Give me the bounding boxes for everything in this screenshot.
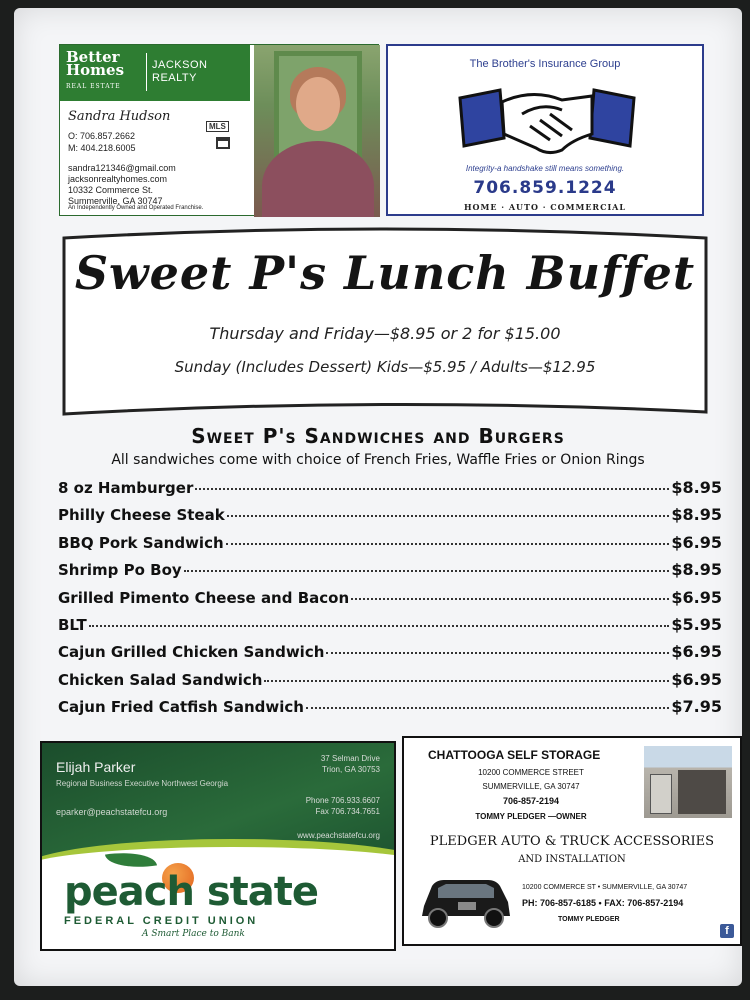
menu-leader bbox=[351, 598, 669, 600]
menu-item-name: Cajun Fried Catfish Sandwich bbox=[58, 698, 304, 717]
menu-item bbox=[58, 560, 722, 587]
realtor-brand-bar bbox=[60, 45, 250, 101]
peach-state-ad bbox=[40, 741, 396, 951]
menu-leader bbox=[226, 543, 670, 545]
peach-phone: Phone 706.933.6607 bbox=[305, 796, 380, 805]
insurance-title: The Brother's Insurance Group bbox=[469, 58, 621, 70]
menu-item-price: $5.95 bbox=[671, 614, 722, 634]
storage-door bbox=[650, 774, 672, 814]
peach-contact-title: Regional Business Executive Northwest Georgia bbox=[56, 779, 229, 788]
peach-address-line1: 37 Selman Drive bbox=[320, 754, 380, 763]
menu-item bbox=[58, 670, 722, 697]
menu-sheet bbox=[14, 8, 742, 986]
menu-item-name: 8 oz Hamburger bbox=[58, 479, 194, 497]
menu-item-price: $6.95 bbox=[671, 642, 722, 662]
agent-name: Sandra Hudson bbox=[68, 109, 171, 124]
menu-item bbox=[58, 505, 722, 532]
menu-item-price: $6.95 bbox=[671, 587, 722, 607]
menu-item bbox=[58, 588, 722, 615]
menu-item-price: $7.95 bbox=[671, 697, 722, 717]
suv-icon bbox=[418, 872, 514, 930]
brand-line1: Better bbox=[66, 48, 120, 66]
pledger-name: TOMMY PLEDGER bbox=[558, 916, 620, 923]
handshake-icon bbox=[452, 80, 642, 160]
menu-item-name: Philly Cheese Steak bbox=[58, 506, 225, 525]
photo-face bbox=[296, 77, 340, 131]
insurance-tagline: Integrity-a handshake still means something. bbox=[465, 164, 625, 173]
insurance-phone: 706.859.1224 bbox=[473, 178, 617, 198]
menu-leader bbox=[264, 680, 669, 682]
peach-address bbox=[321, 753, 380, 775]
peach-slogan: A Smart Place to Bank bbox=[142, 929, 245, 939]
menu-leader bbox=[306, 707, 669, 709]
peach-state-logo: peach state bbox=[64, 869, 319, 915]
brand-sub: REAL ESTATE bbox=[66, 83, 121, 90]
peach-website: www.peachstatefcu.org bbox=[297, 831, 380, 840]
menu-leader bbox=[227, 515, 670, 517]
franchise-note: An Independently Owned and Operated Franchise. bbox=[68, 205, 204, 211]
storage-building-photo bbox=[644, 746, 732, 818]
storage-phone: 706-857-2194 bbox=[502, 796, 560, 806]
menu-item-price: $6.95 bbox=[671, 669, 722, 689]
buffet-banner bbox=[60, 226, 710, 422]
menu-leader bbox=[195, 488, 669, 490]
storage-city: SUMMERVILLE, GA 30747 bbox=[482, 782, 580, 791]
peach-phones bbox=[306, 795, 380, 817]
facebook-icon[interactable]: f bbox=[720, 924, 734, 938]
agent-office-phone: O: 706.857.2662 bbox=[68, 131, 136, 141]
agent-website: jacksonrealtyhomes.com bbox=[68, 174, 168, 184]
buffet-title: Sweet P's Lunch Buffet bbox=[74, 246, 696, 300]
storage-title: CHATTOOGA SELF STORAGE bbox=[428, 748, 601, 762]
insurance-lines: HOME · AUTO · COMMERCIAL bbox=[463, 202, 627, 212]
menu-item bbox=[58, 478, 722, 505]
menu-item-name: Shrimp Po Boy bbox=[58, 561, 182, 580]
menu-item-price: $8.95 bbox=[671, 560, 722, 580]
pledger-install: AND INSTALLATION bbox=[518, 854, 626, 865]
agent-email: sandra121346@gmail.com bbox=[68, 163, 176, 173]
storage-owner: TOMMY PLEDGER —OWNER bbox=[475, 812, 587, 821]
peach-address-line2: Trion, GA 30753 bbox=[322, 765, 380, 774]
menu-item-price: $8.95 bbox=[671, 505, 722, 525]
menu-item bbox=[58, 697, 722, 724]
peach-fax: Fax 706.734.7651 bbox=[315, 807, 380, 816]
menu-leader bbox=[184, 570, 670, 572]
menu-item bbox=[58, 533, 722, 560]
agent-mobile-phone: M: 404.218.6005 bbox=[68, 143, 136, 153]
peach-contact-email: eparker@peachstatefcu.org bbox=[56, 807, 168, 817]
brand-line2: Homes bbox=[66, 61, 125, 79]
agent-photo bbox=[254, 45, 380, 217]
menu-item-name: Grilled Pimento Cheese and Bacon bbox=[58, 588, 350, 607]
peach-contact-name: Elijah Parker bbox=[56, 759, 136, 775]
pledger-phone: PH: 706-857-6185 • FAX: 706-857-2194 bbox=[522, 898, 684, 908]
mls-icon: MLS bbox=[206, 121, 229, 132]
storage-door bbox=[678, 770, 726, 814]
jackson-realty-label: JACKSON REALTY bbox=[152, 59, 208, 84]
menu-title: Sweet P's Sandwiches and Burgers bbox=[191, 424, 565, 448]
menu-item-name: Cajun Grilled Chicken Sandwich bbox=[58, 643, 325, 662]
menu-item-name: BLT bbox=[58, 615, 87, 634]
menu-item bbox=[58, 642, 722, 669]
peach-fcu-label: FEDERAL CREDIT UNION bbox=[64, 915, 259, 927]
menu-item-price: $6.95 bbox=[671, 532, 722, 552]
agent-address-line2: Summerville, GA 30747 bbox=[68, 196, 163, 206]
realtor-ad bbox=[59, 44, 379, 216]
menu-item bbox=[58, 615, 722, 642]
better-homes-logo bbox=[66, 48, 125, 93]
brand-divider bbox=[146, 53, 147, 91]
pledger-title: PLEDGER AUTO & TRUCK ACCESSORIES bbox=[429, 834, 715, 849]
menu-item-name: Chicken Salad Sandwich bbox=[58, 670, 263, 689]
insurance-ad bbox=[386, 44, 704, 216]
menu-leader bbox=[326, 652, 669, 654]
menu-item-price: $8.95 bbox=[671, 478, 722, 497]
menu-item-name: BBQ Pork Sandwich bbox=[58, 533, 224, 552]
menu-subtitle: All sandwiches come with choice of French Fries, Waffle Fries or Onion Rings bbox=[111, 452, 645, 468]
storage-ad bbox=[402, 736, 742, 946]
agent-address-line1: 10332 Commerce St. bbox=[68, 185, 154, 195]
equal-housing-icon bbox=[216, 137, 230, 149]
pledger-address: 10200 COMMERCE ST • SUMMERVILLE, GA 30747 bbox=[522, 884, 688, 891]
buffet-weekday-price: Thursday and Friday—$8.95 or 2 for $15.00 bbox=[209, 324, 561, 343]
buffet-sunday-price: Sunday (Includes Dessert) Kids—$5.95 / Adults—$12.95 bbox=[174, 358, 596, 376]
menu-list bbox=[58, 478, 722, 725]
storage-street: 10200 COMMERCE STREET bbox=[478, 768, 584, 777]
menu-leader bbox=[89, 625, 670, 627]
